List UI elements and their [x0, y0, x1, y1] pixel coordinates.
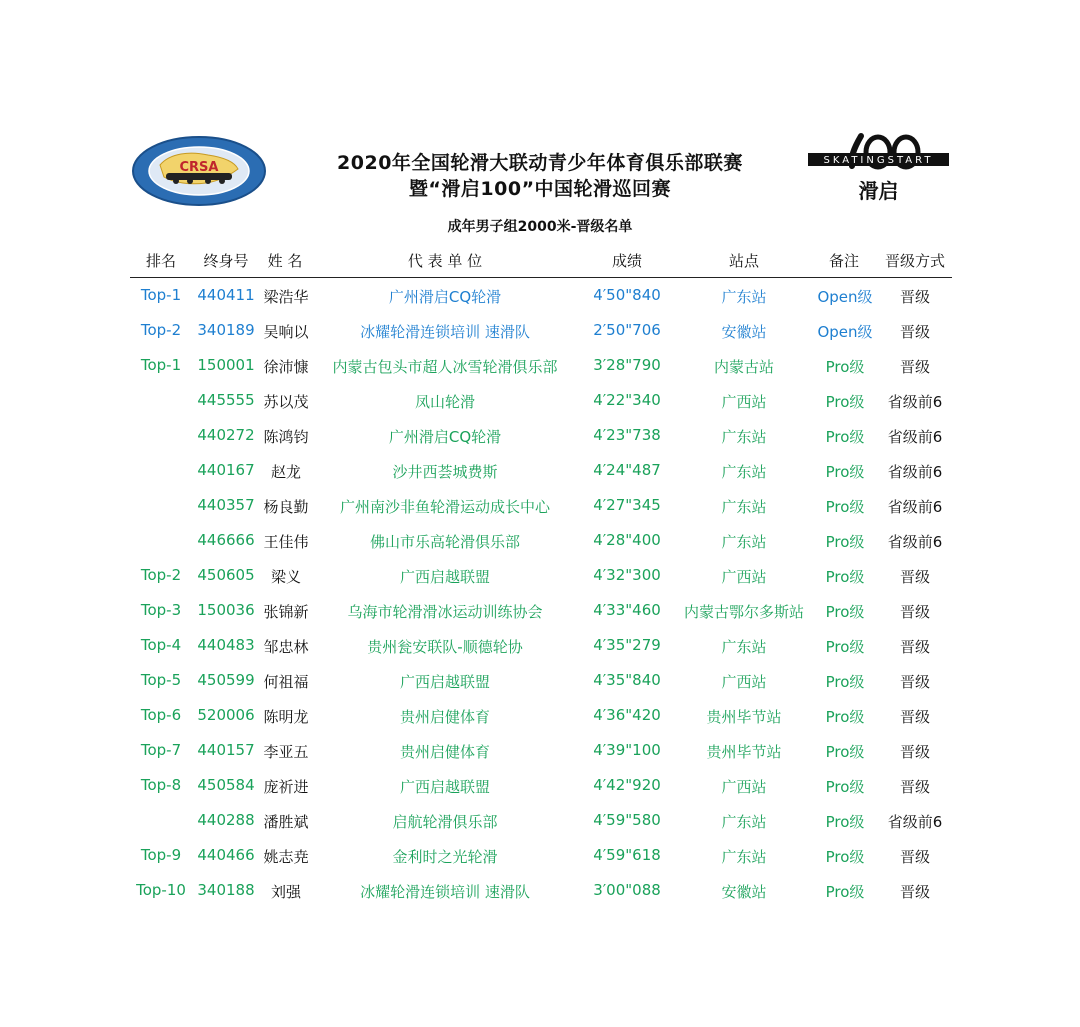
cell-name: 庞祈进 — [263, 778, 309, 796]
cell-station: 广西站 — [721, 778, 767, 796]
cell-score: 4′36"420 — [593, 706, 661, 724]
cell-remark: Pro级 — [825, 428, 865, 446]
cell-station: 广西站 — [721, 568, 767, 586]
cell-method: 省级前6 — [887, 393, 943, 411]
cell-name: 梁义 — [270, 568, 302, 586]
cell-remark: Pro级 — [825, 498, 865, 516]
cell-id: 450605 — [197, 566, 255, 584]
cell-station: 广西站 — [721, 673, 767, 691]
cell-score: 4′33"460 — [593, 601, 661, 619]
table-row — [0, 803, 1080, 838]
page-title: 2020年全国轮滑大联动青少年体育俱乐部联赛 — [337, 152, 743, 174]
table-row — [0, 838, 1080, 873]
crsa-emblem-icon — [130, 135, 268, 207]
cell-name: 陈明龙 — [263, 708, 309, 726]
table-row — [0, 523, 1080, 558]
table-row — [0, 418, 1080, 453]
cell-remark: Pro级 — [825, 533, 865, 551]
col-header-station: 站点 — [728, 252, 760, 270]
cell-id: 440157 — [197, 741, 255, 759]
cell-rank: Top-10 — [136, 881, 186, 899]
cell-remark: Pro级 — [825, 393, 865, 411]
cell-unit: 广西启越联盟 — [399, 778, 491, 796]
col-header-method: 晋级方式 — [884, 252, 946, 270]
svg-text:滑启: 滑启 — [858, 179, 899, 203]
cell-station: 广东站 — [721, 463, 767, 481]
cell-remark: Pro级 — [825, 638, 865, 656]
cell-unit: 广西启越联盟 — [399, 568, 491, 586]
cell-method: 晋级 — [899, 778, 931, 796]
cell-score: 4′39"100 — [593, 741, 661, 759]
cell-score: 3′00"088 — [593, 881, 661, 899]
cell-id: 520006 — [197, 706, 255, 724]
cell-station: 广东站 — [721, 498, 767, 516]
cell-score: 4′35"279 — [593, 636, 661, 654]
cell-station: 广东站 — [721, 638, 767, 656]
col-header-rank: 排名 — [145, 252, 177, 270]
cell-rank: Top-5 — [140, 671, 182, 689]
col-header-score: 成绩 — [611, 252, 643, 270]
page-title-line2: 暨“滑启100”中国轮滑巡回赛 — [408, 178, 672, 200]
table-row — [0, 488, 1080, 523]
cell-method: 省级前6 — [887, 498, 943, 516]
cell-remark: Pro级 — [825, 603, 865, 621]
table-row — [0, 278, 1080, 313]
cell-method: 晋级 — [899, 358, 931, 376]
cell-rank: Top-3 — [140, 601, 182, 619]
cell-name: 姚志尭 — [263, 848, 309, 866]
cell-rank: Top-8 — [140, 776, 182, 794]
cell-id: 450584 — [197, 776, 255, 794]
cell-unit: 佛山市乐高轮滑俱乐部 — [369, 533, 521, 551]
col-header-id: 终身号 — [203, 252, 249, 270]
cell-method: 晋级 — [899, 603, 931, 621]
cell-id: 446666 — [197, 531, 255, 549]
cell-unit: 广州南沙非鱼轮滑运动成长中心 — [339, 498, 551, 516]
svg-text:SKATINGSTART: SKATINGSTART — [823, 155, 934, 166]
cell-method: 晋级 — [899, 568, 931, 586]
table-row — [0, 453, 1080, 488]
cell-station: 安徽站 — [721, 323, 767, 341]
cell-name: 李亚五 — [263, 743, 309, 761]
cell-method: 晋级 — [899, 743, 931, 761]
cell-id: 450599 — [197, 671, 255, 689]
cell-remark: Pro级 — [825, 463, 865, 481]
cell-station: 广东站 — [721, 428, 767, 446]
cell-id: 440272 — [197, 426, 255, 444]
cell-id: 440466 — [197, 846, 255, 864]
cell-remark: Pro级 — [825, 568, 865, 586]
cell-rank: Top-9 — [140, 846, 182, 864]
cell-unit: 凤山轮滑 — [414, 393, 476, 411]
cell-station: 贵州毕节站 — [706, 743, 782, 761]
skatingstart-logo — [806, 128, 951, 208]
cell-method: 晋级 — [899, 708, 931, 726]
cell-id: 445555 — [197, 391, 255, 409]
cell-method: 晋级 — [899, 848, 931, 866]
cell-id: 440288 — [197, 811, 255, 829]
cell-station: 安徽站 — [721, 883, 767, 901]
cell-score: 4′32"300 — [593, 566, 661, 584]
cell-remark: Open级 — [817, 323, 873, 341]
cell-score: 4′22"340 — [593, 391, 661, 409]
cell-station: 广东站 — [721, 848, 767, 866]
cell-remark: Pro级 — [825, 883, 865, 901]
cell-score: 4′27"345 — [593, 496, 661, 514]
cell-remark: Pro级 — [825, 358, 865, 376]
cell-score: 4′59"618 — [593, 846, 661, 864]
cell-method: 省级前6 — [887, 463, 943, 481]
cell-score: 4′23"738 — [593, 426, 661, 444]
cell-score: 2′50"706 — [593, 321, 661, 339]
cell-unit: 广州滑启CQ轮滑 — [388, 288, 502, 306]
cell-unit: 贵州启健体育 — [399, 743, 491, 761]
cell-name: 潘胜斌 — [263, 813, 309, 831]
cell-remark: Pro级 — [825, 708, 865, 726]
cell-method: 省级前6 — [887, 813, 943, 831]
svg-text:CRSA: CRSA — [179, 160, 219, 175]
cell-remark: Pro级 — [825, 778, 865, 796]
cell-method: 省级前6 — [887, 533, 943, 551]
cell-method: 晋级 — [899, 883, 931, 901]
cell-unit: 金利时之光轮滑 — [392, 848, 498, 866]
cell-id: 150036 — [197, 601, 255, 619]
cell-score: 3′28"790 — [593, 356, 661, 374]
cell-name: 杨良勤 — [263, 498, 309, 516]
cell-rank: Top-7 — [140, 741, 182, 759]
cell-score: 4′35"840 — [593, 671, 661, 689]
cell-name: 张锦新 — [263, 603, 309, 621]
cell-name: 吴响以 — [263, 323, 309, 341]
cell-name: 何祖福 — [263, 673, 309, 691]
table-row — [0, 698, 1080, 733]
crsa-logo — [130, 135, 268, 207]
skatingstart-emblem-icon — [806, 128, 951, 208]
cell-id: 440411 — [197, 286, 255, 304]
cell-rank: Top-2 — [140, 566, 182, 584]
cell-method: 晋级 — [899, 673, 931, 691]
cell-remark: Pro级 — [825, 673, 865, 691]
table-header — [130, 250, 952, 278]
cell-name: 赵龙 — [270, 463, 302, 481]
cell-station: 广东站 — [721, 813, 767, 831]
table-row — [0, 733, 1080, 768]
cell-id: 440357 — [197, 496, 255, 514]
cell-id: 440483 — [197, 636, 255, 654]
cell-score: 4′24"487 — [593, 461, 661, 479]
cell-name: 王佳伟 — [263, 533, 309, 551]
table-row — [0, 383, 1080, 418]
cell-unit: 贵州启健体育 — [399, 708, 491, 726]
cell-id: 340189 — [197, 321, 255, 339]
cell-method: 晋级 — [899, 638, 931, 656]
cell-unit: 启航轮滑俱乐部 — [392, 813, 498, 831]
cell-name: 徐沛慷 — [263, 358, 309, 376]
cell-score: 4′42"920 — [593, 776, 661, 794]
list-subtitle: 成年男子组2000米-晋级名单 — [447, 219, 633, 235]
cell-remark: Pro级 — [825, 848, 865, 866]
table-row — [0, 768, 1080, 803]
cell-unit: 乌海市轮滑滑冰运动训练协会 — [347, 603, 543, 621]
cell-name: 邹忠林 — [263, 638, 309, 656]
cell-rank: Top-1 — [140, 356, 182, 374]
cell-unit: 冰耀轮滑连锁培训 速滑队 — [360, 883, 530, 901]
col-header-name: 姓 名 — [267, 252, 303, 270]
table-row — [0, 593, 1080, 628]
cell-unit: 内蒙古包头市超人冰雪轮滑俱乐部 — [332, 358, 558, 376]
cell-station: 内蒙古鄂尔多斯站 — [683, 603, 805, 621]
cell-remark: Open级 — [817, 288, 873, 306]
cell-unit: 广西启越联盟 — [399, 673, 491, 691]
cell-id: 150001 — [197, 356, 255, 374]
table-row — [0, 348, 1080, 383]
cell-id: 440167 — [197, 461, 255, 479]
cell-rank: Top-1 — [140, 286, 182, 304]
cell-method: 省级前6 — [887, 428, 943, 446]
cell-station: 内蒙古站 — [713, 358, 775, 376]
table-row — [0, 663, 1080, 698]
cell-method: 晋级 — [899, 288, 931, 306]
cell-unit: 广州滑启CQ轮滑 — [388, 428, 502, 446]
cell-unit: 沙井西荟城费斯 — [392, 463, 498, 481]
cell-score: 4′28"400 — [593, 531, 661, 549]
cell-rank: Top-4 — [140, 636, 182, 654]
cell-name: 梁浩华 — [263, 288, 309, 306]
cell-method: 晋级 — [899, 323, 931, 341]
cell-id: 340188 — [197, 881, 255, 899]
cell-remark: Pro级 — [825, 813, 865, 831]
cell-station: 广西站 — [721, 393, 767, 411]
cell-score: 4′50"840 — [593, 286, 661, 304]
table-row — [0, 628, 1080, 663]
cell-remark: Pro级 — [825, 743, 865, 761]
cell-station: 广东站 — [721, 533, 767, 551]
cell-unit: 冰耀轮滑连锁培训 速滑队 — [360, 323, 530, 341]
cell-rank: Top-2 — [140, 321, 182, 339]
col-header-unit: 代 表 单 位 — [407, 252, 483, 270]
cell-name: 刘强 — [270, 883, 302, 901]
cell-name: 陈鸿钧 — [263, 428, 309, 446]
cell-station: 广东站 — [721, 288, 767, 306]
cell-name: 苏以茂 — [263, 393, 309, 411]
cell-rank: Top-6 — [140, 706, 182, 724]
table-row — [0, 313, 1080, 348]
table-row — [0, 873, 1080, 908]
col-header-remark: 备注 — [828, 252, 860, 270]
table-row — [0, 558, 1080, 593]
cell-score: 4′59"580 — [593, 811, 661, 829]
cell-station: 贵州毕节站 — [706, 708, 782, 726]
cell-unit: 贵州瓮安联队-顺德轮协 — [367, 638, 523, 656]
